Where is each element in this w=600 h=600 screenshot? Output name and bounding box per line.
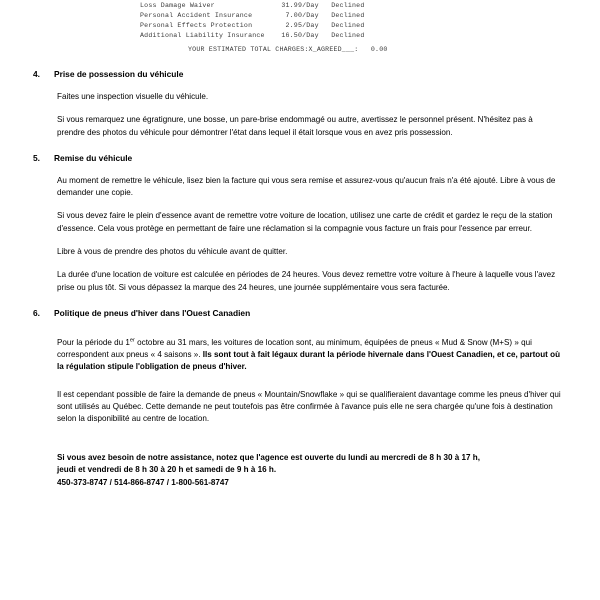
paragraph: Si vous devez faire le plein d'essence avant de remettre votre voiture de location, utilisez une carte de crédit et gardez le reçu de la station d'essence. Cela vous protège en permettant de faire une réclamation si la compagnie vous facture un frais pour l'essence par erreur. xyxy=(57,211,553,233)
paragraph-snowflake-tires: Il est cependant possible de faire la demande de pneus « Mountain/Snowflake » qui se qualifieraient davantage comme les pneus d'hiver qui sont utilisés au Québec. Cette demande ne peut toutefois pas être confirmée à l'avance puis elle ne sera chargée qu'une fois à destination selon la disponibilité au centre de location. xyxy=(57,389,561,424)
paragraph: Si vous remarquez une égratignure, une bosse, un pare-brise endommagé ou autre, avertissez le personnel présent. N'hésitez pas à prendre des photos du véhicule pour démontrer l'état dans lequel il était lorsque vous en avez pris possession. xyxy=(57,115,533,137)
footer-assistance xyxy=(30,452,564,490)
section-body xyxy=(30,91,564,139)
section-number: 6. xyxy=(33,307,40,318)
section-return xyxy=(30,153,564,294)
winter-text-bold: Ils sont tout à fait légaux durant la période hivernale dans l'Ouest Canadien, et ce, partout où la régulation stipule l'obligation de pneus d'hiver. xyxy=(57,350,561,372)
paragraph-winter-tires xyxy=(57,337,562,374)
winter-text-part2: octobre au 31 mars, les voitures de location sont, au minimum, équipées de pneus « Mud & Snow (M+S) » qui correspondent aux pneus « 4 saisons ». xyxy=(57,337,532,360)
section-title: Prise de possession du véhicule xyxy=(54,69,184,80)
section-body xyxy=(30,175,564,294)
receipt-line: Personal Effects Protection 2.95/Day Declined xyxy=(140,22,365,30)
assistance-line-1: Si vous avez besoin de notre assistance, notez que l'agence est ouverte du lundi au mercredi de 8 h 30 à 17 h, xyxy=(57,452,480,462)
paragraph: La durée d'une location de voiture est calculée en périodes de 24 heures. Vous devez remettre votre voiture à l'heure à laquelle vous l'avez prise ou plus tôt. Si vous dépassez la marque des 24 heures, une journée supplémentaire vous sera facturée. xyxy=(57,270,556,292)
paragraph: Faites une inspection visuelle du véhicule. xyxy=(57,92,209,101)
ordinal-suffix: er xyxy=(129,337,135,344)
section-title: Politique de pneus d'hiver dans l'Ouest Canadien xyxy=(54,307,251,318)
assistance-line-2: jeudi et vendredi de 8 h 30 à 20 h et samedi de 9 h à 16 h. xyxy=(57,465,277,475)
section-heading xyxy=(30,69,564,80)
rental-receipt-fragment xyxy=(30,0,564,55)
section-pickup xyxy=(30,69,564,139)
winter-text-part1: Pour la période du 1 xyxy=(57,337,130,347)
section-title: Remise du véhicule xyxy=(54,152,133,163)
paragraph: Libre à vous de prendre des photos du véhicule avant de quitter. xyxy=(57,247,288,256)
receipt-line: Personal Accident Insurance 7.00/Day Declined xyxy=(140,12,365,20)
paragraph: Au moment de remettre le véhicule, lisez bien la facture qui vous sera remise et assurez-vous qu'aucun frais n'a été ajouté. Libre à vous de demander une copie. xyxy=(57,175,556,198)
receipt-line: Additional Liability Insurance 16.50/Day Declined xyxy=(140,32,365,40)
section-body xyxy=(30,337,564,426)
receipt-line: Loss Damage Waiver 31.99/Day Declined xyxy=(140,2,365,9)
phone-numbers: 450-373-8747 / 514-866-8747 / 1-800-561-8747 xyxy=(57,477,229,487)
section-heading xyxy=(30,308,564,319)
section-winter-tires xyxy=(30,308,564,426)
section-number: 5. xyxy=(33,152,40,163)
receipt-total-line: YOUR ESTIMATED TOTAL CHARGES:X_AGREED___: 0.00 xyxy=(188,46,388,54)
section-heading xyxy=(30,153,564,164)
section-number: 4. xyxy=(33,69,40,80)
